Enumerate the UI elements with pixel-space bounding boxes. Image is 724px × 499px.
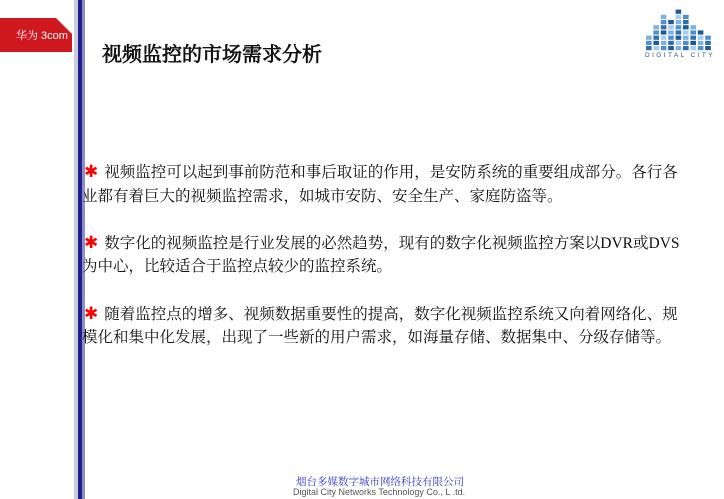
logo-grid-cell [676, 30, 682, 34]
logo-grid-cell [653, 46, 659, 50]
logo-grid-cell [690, 25, 696, 29]
logo-grid-cell [698, 46, 704, 50]
slide-title: 视频监控的市场需求分析 [102, 42, 322, 66]
logo-grid-cell [646, 36, 652, 40]
logo-grid-cell [653, 41, 659, 45]
logo-grid-cell [646, 41, 652, 45]
logo-grid-cell [698, 41, 704, 45]
logo-grid-cell [690, 41, 696, 45]
logo-grid-cell [661, 36, 667, 40]
logo-grid-cell [676, 15, 682, 19]
logo-grid-cell [676, 25, 682, 29]
logo-grid-cell [683, 15, 689, 19]
bullet-item-1 [82, 161, 682, 208]
logo-grid-cell [646, 46, 652, 50]
logo-grid-cell [668, 25, 674, 29]
brand-logo-text: 华为 3com [16, 30, 68, 42]
slide-content [82, 161, 682, 373]
logo-grid-cell [698, 36, 704, 40]
logo-grid-cell [661, 25, 667, 29]
logo-grid-cell [653, 36, 659, 40]
logo-grid-cell [668, 41, 674, 45]
logo-grid-cell [683, 30, 689, 34]
logo-grid-cell [668, 46, 674, 50]
logo-grid-cell [690, 36, 696, 40]
bullet-text: 随着监控点的增多、视频数据重要性的提高，数字化视频监控系统又向着网络化、规模化和集中化发展，出现了一些新的用户需求，如海量存储、数据集中、分级存储等。 [82, 304, 678, 347]
logo-grid-cell [683, 46, 689, 50]
logo-grid-cell [705, 46, 711, 50]
footer-company-en: Digital City Networks Technology Co., L .td. [293, 487, 466, 497]
logo-grid-cell [661, 41, 667, 45]
logo-grid-cell [705, 41, 711, 45]
bullet-item-2 [82, 232, 682, 279]
bullet-text-latin: DVS [648, 234, 680, 252]
logo-grid-cell [676, 46, 682, 50]
logo-grid-cell [668, 36, 674, 40]
logo-grid-cell [698, 30, 704, 34]
logo-grid-cell [690, 30, 696, 34]
left-sidebar [0, 0, 82, 499]
bullet-item-3 [82, 303, 682, 350]
bullet-text: 或 [633, 233, 649, 252]
logo-grid-cell [661, 46, 667, 50]
digital-city-logo-text: DIGITAL CITY [645, 52, 715, 59]
bullet-text-latin: DVR [600, 234, 633, 252]
logo-grid-cell [668, 20, 674, 24]
logo-grid-cell [661, 15, 667, 19]
logo-grid-cell [676, 36, 682, 40]
logo-grid-cell [683, 41, 689, 45]
logo-grid-cell [668, 30, 674, 34]
bullet-text: 为中心，比较适合于监控点较少的监控系统。 [82, 257, 393, 276]
logo-grid-cell [676, 41, 682, 45]
logo-grid-cell [690, 46, 696, 50]
footer-company-cn: 烟台多媒数字城市网络科技有限公司 [296, 476, 464, 488]
bullet-star-icon: ✱ [84, 303, 99, 324]
bullet-text: 视频监控可以起到事前防范和事后取证的作用，是安防系统的重要组成部分。各行各业都有着巨大的视频监控需求，如城市安防、安全生产、家庭防盗等。 [82, 163, 678, 205]
logo-grid-cell [705, 36, 711, 40]
logo-grid-cell [661, 30, 667, 34]
logo-grid-cell [683, 20, 689, 24]
logo-grid-cell [683, 25, 689, 29]
bullet-star-icon: ✱ [84, 232, 99, 253]
logo-grid-cell [676, 20, 682, 24]
bullet-text: 数字化的视频监控是行业发展的必然趋势，现有的数字化视频监控方案以 [104, 233, 601, 252]
logo-grid-cell [661, 20, 667, 24]
logo-grid-cell [683, 36, 689, 40]
bullet-star-icon: ✱ [84, 162, 99, 182]
logo-grid-cell [653, 30, 659, 34]
logo-grid-cell [653, 25, 659, 29]
logo-grid-cell [676, 10, 682, 14]
